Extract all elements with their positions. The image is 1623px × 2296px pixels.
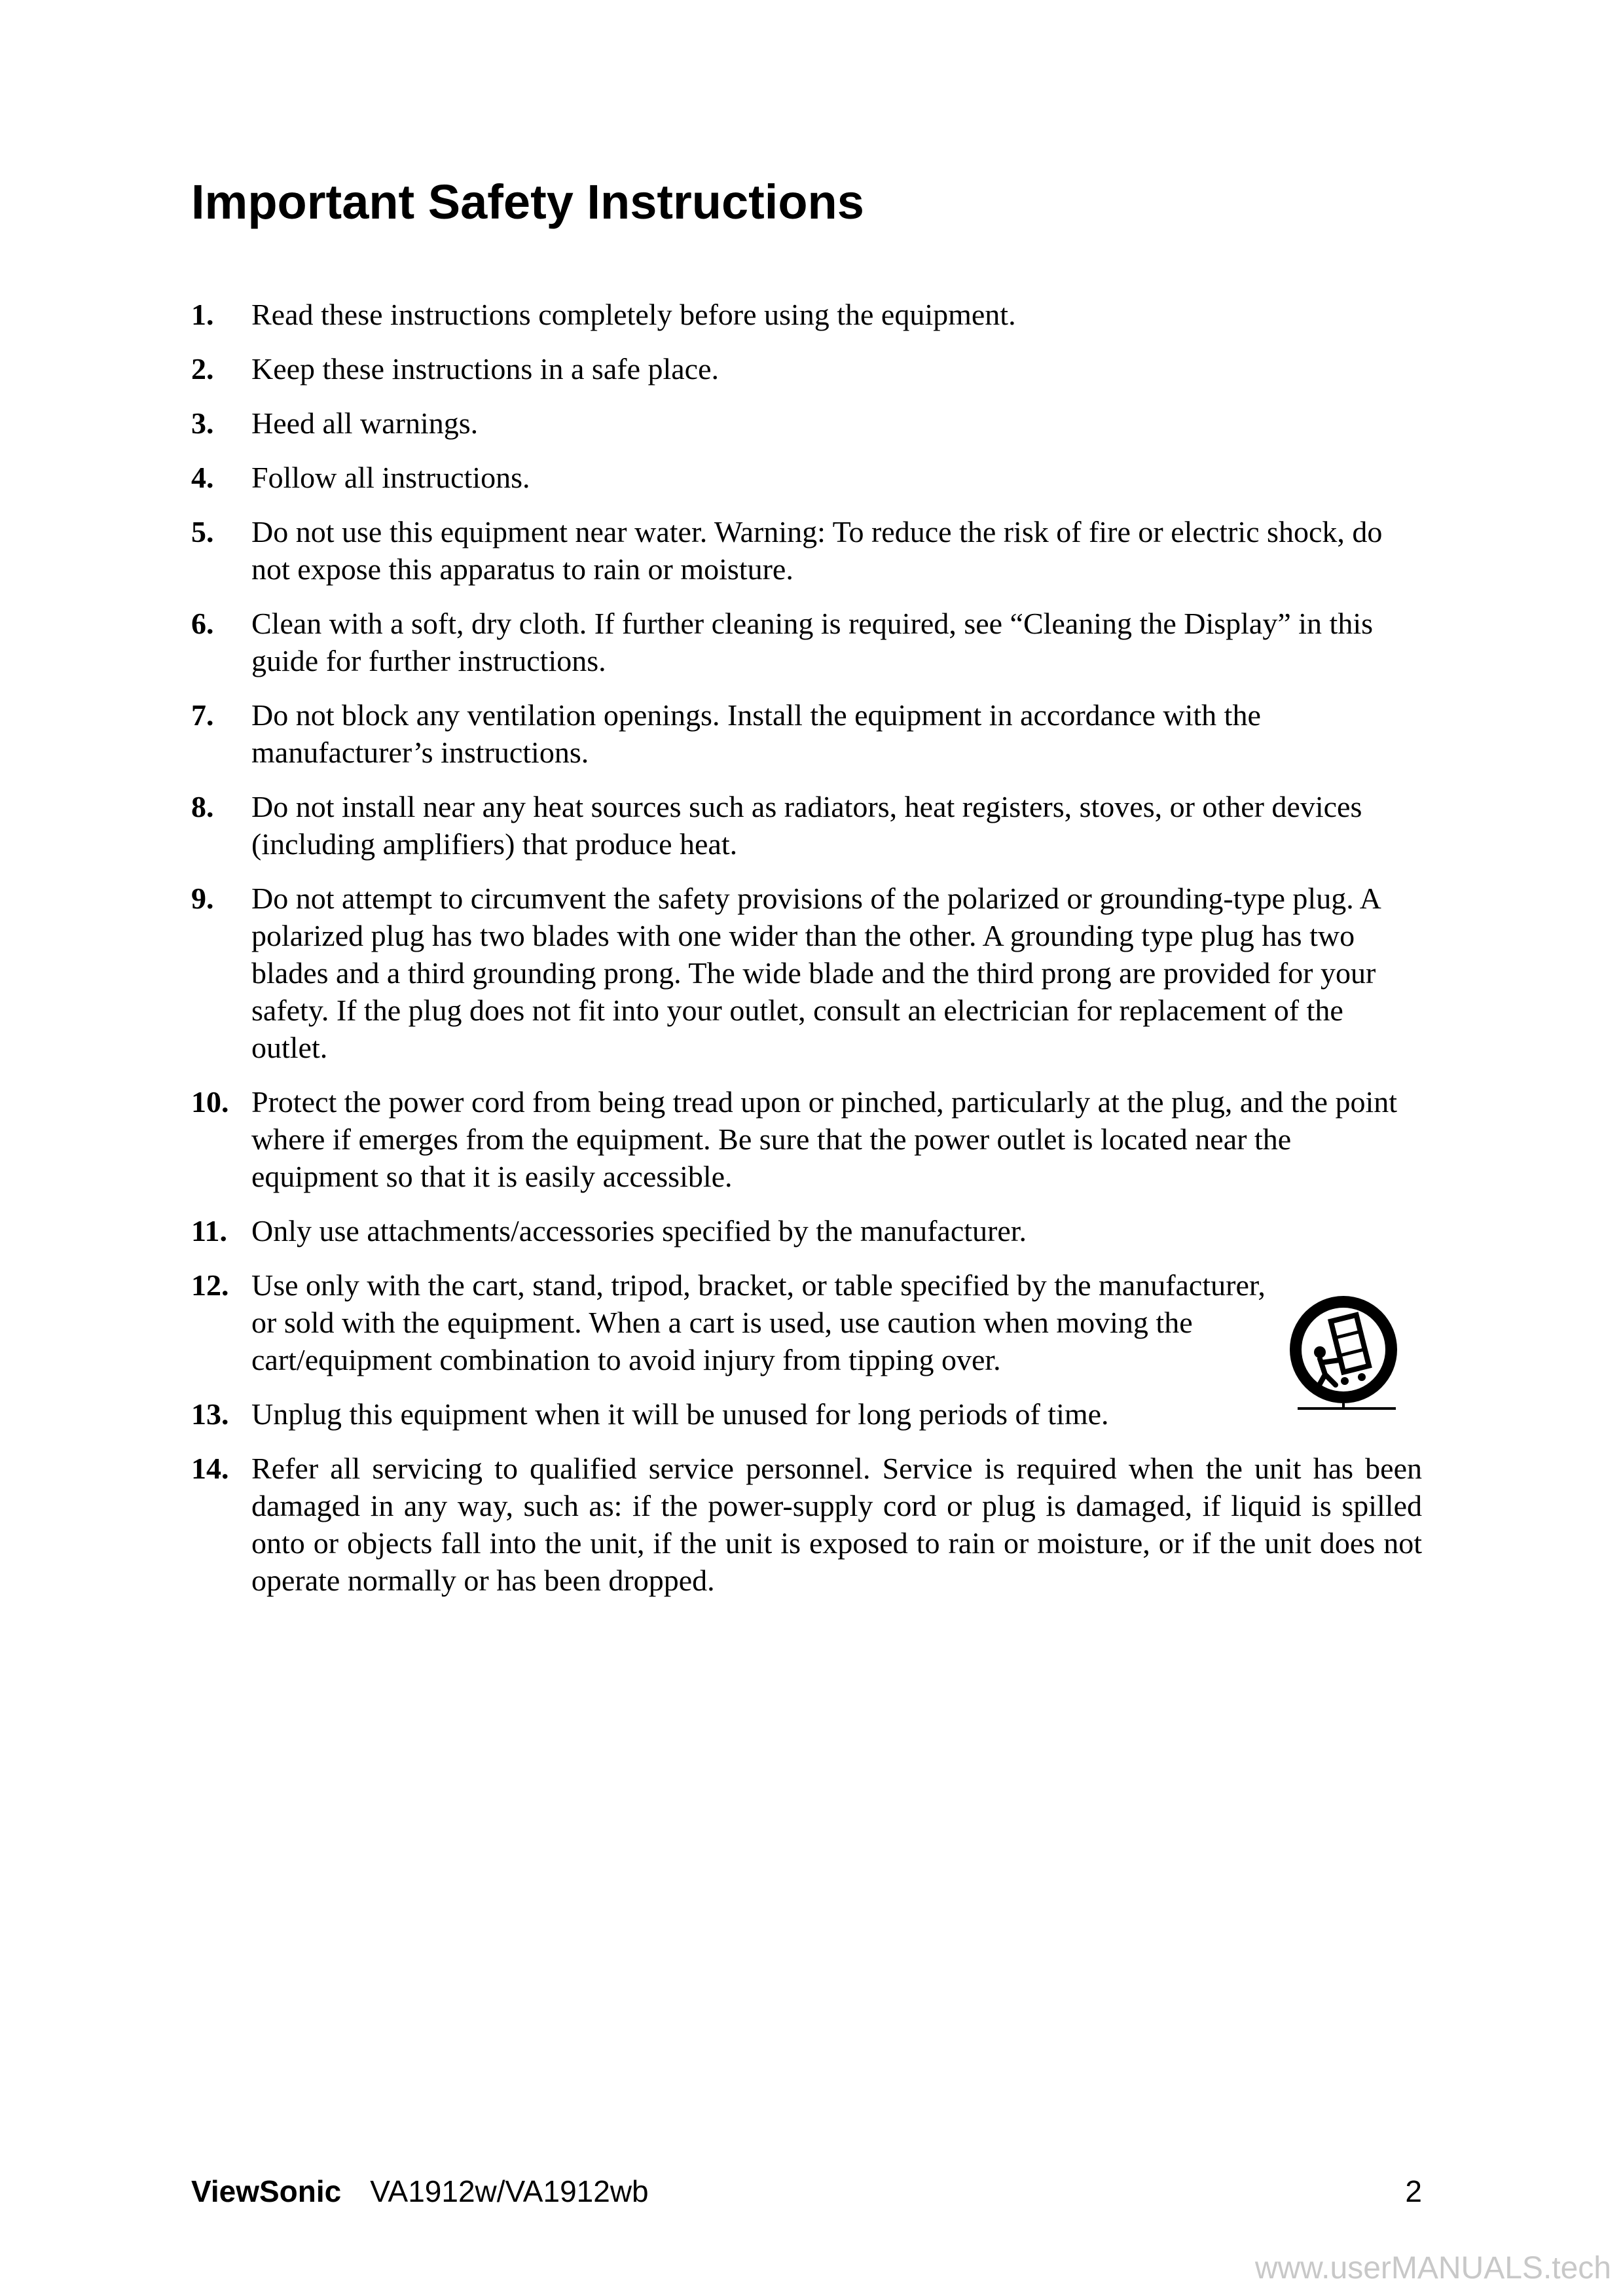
item-number: 5. (191, 515, 214, 548)
model-number: VA1912w/VA1912wb (370, 2174, 649, 2208)
page-number: 2 (1405, 2174, 1422, 2208)
list-item (191, 1395, 1422, 1433)
item-number: 3. (191, 406, 214, 440)
item-number: 11. (191, 1214, 227, 1247)
list-item (191, 1212, 1422, 1249)
list-item (191, 296, 1422, 333)
item-text: Use only with the cart, stand, tripod, bracket, or table specified by the manufacturer, or sold with the equipment. When a cart is used, use caution when moving the cart/equipment combination to avoid injury from tipping over. (251, 1268, 1266, 1376)
page-title: Important Safety Instructions (191, 175, 864, 229)
item-text: Do not install near any heat sources such as radiators, heat registers, stoves, or other devices (including amplifiers) that produce heat. (251, 790, 1362, 861)
item-number: 8. (191, 790, 214, 823)
item-number: 4. (191, 461, 214, 494)
item-text: Do not block any ventilation openings. Install the equipment in accordance with the manufacturer’s instructions. (251, 698, 1261, 769)
item-text: Only use attachments/accessories specified by the manufacturer. (251, 1214, 1027, 1247)
item-text: Unplug this equipment when it will be unused for long periods of time. (251, 1397, 1109, 1431)
item-text: Do not use this equipment near water. Warning: To reduce the risk of fire or electric shock, do not expose this apparatus to rain or moisture. (251, 515, 1383, 586)
list-item (191, 605, 1422, 679)
item-number: 14. (191, 1452, 229, 1485)
list-item (191, 1266, 1422, 1378)
item-text: Clean with a soft, dry cloth. If further cleaning is required, see “Cleaning the Display” in this guide for further instructions. (251, 607, 1374, 677)
item-text: Follow all instructions. (251, 461, 530, 494)
item-number: 6. (191, 607, 214, 640)
item-number: 1. (191, 298, 214, 331)
item-text: Do not attempt to circumvent the safety provisions of the polarized or grounding-type plug. A polarized plug has two blades with one wider than the other. A grounding type plug has two blades and a third grounding prong. The wide blade and the third prong are provided for your safety. If the plug does not fit into your outlet, consult an electrician for replacement of the outlet. (251, 882, 1380, 1064)
safety-instructions-list (191, 296, 1422, 1616)
cart-tip-over-warning-icon (1285, 1295, 1402, 1412)
item-text: Refer all servicing to qualified service personnel. Service is required when the unit has been damaged in any way, such as: if the power-supply cord or plug is damaged, if liquid is spilled onto or objects fall into the unit, if the unit is exposed to rain or moisture, or if the unit does not operate normally or has been dropped. (251, 1452, 1422, 1597)
item-number: 10. (191, 1085, 229, 1119)
list-item (191, 459, 1422, 496)
item-number: 2. (191, 352, 214, 386)
item-number: 7. (191, 698, 214, 732)
brand-name: ViewSonic (191, 2174, 342, 2208)
list-item (191, 788, 1422, 863)
item-text: Protect the power cord from being tread upon or pinched, particularly at the plug, and the point where if emerges from the equipment. Be sure that the power outlet is located near the equipment so that it is easily accessible. (251, 1085, 1398, 1193)
item-text: Read these instructions completely before using the equipment. (251, 298, 1016, 331)
item-number: 13. (191, 1397, 229, 1431)
list-item (191, 696, 1422, 771)
list-item (191, 1083, 1422, 1195)
list-item (191, 350, 1422, 387)
list-item (191, 404, 1422, 442)
item-text: Heed all warnings. (251, 406, 479, 440)
page-footer (191, 2172, 1422, 2211)
list-item (191, 513, 1422, 588)
list-item (191, 1450, 1422, 1599)
item-number: 9. (191, 882, 214, 915)
watermark: www.userMANUALS.tech (1254, 2251, 1611, 2286)
item-number: 12. (191, 1268, 229, 1302)
list-item (191, 880, 1422, 1066)
item-text: Keep these instructions in a safe place. (251, 352, 720, 386)
